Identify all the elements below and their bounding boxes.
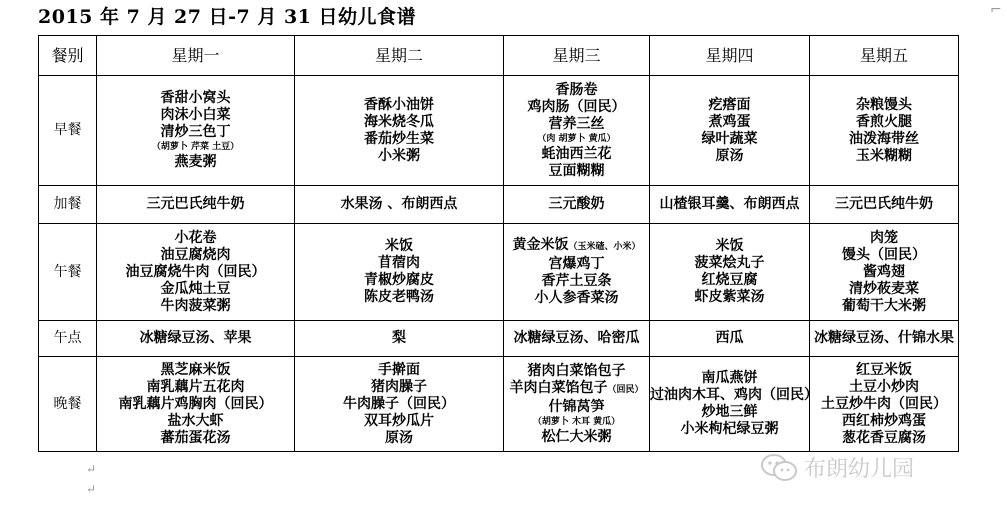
dish-line — [97, 90, 294, 107]
dish-line — [97, 247, 294, 264]
dish-line — [97, 430, 294, 447]
dish-name: 清炒三色丁 — [160, 124, 231, 140]
dish-line — [504, 429, 649, 446]
dish-name: 海米烧冬瓜 — [364, 113, 434, 130]
dish-line — [97, 281, 294, 298]
dish-name: 金瓜炖土豆 — [160, 280, 231, 297]
dish-line — [504, 380, 649, 399]
dish-name: 油泼海带丝 — [849, 130, 919, 147]
dish-line — [504, 399, 649, 416]
dish-line — [97, 396, 294, 413]
header-row — [39, 36, 959, 76]
dish-name: 冰糖绿豆汤、苹果 — [139, 330, 252, 346]
menu-cell — [295, 76, 504, 186]
dish-line — [810, 362, 958, 379]
dish-line — [295, 379, 503, 396]
dish-name: 手擀面 — [378, 361, 420, 378]
dish-name: 宫爆鸡丁 — [548, 256, 605, 272]
dish-name: 土豆炒牛肉（回民） — [821, 395, 947, 412]
dish-line — [810, 247, 958, 264]
document-title: 2015 年 7 月 27 日-7 月 31 日幼儿食谱 — [38, 6, 417, 28]
dish-name: 山楂银耳羹、布朗西点 — [659, 196, 800, 212]
dish-name: 苜蓿肉 — [378, 255, 420, 271]
dish-line — [650, 131, 809, 148]
meal-label: 午点 — [39, 321, 97, 357]
dish-name: 什锦莴笋 — [548, 398, 605, 415]
dish-line — [810, 413, 958, 430]
meal-label: 晚餐 — [39, 357, 97, 452]
dish-name: 土豆小炒肉 — [849, 378, 919, 395]
dish-name: 营养三丝 — [548, 115, 605, 132]
dish-name: 陈皮老鸭汤 — [364, 289, 434, 305]
menu-cell — [810, 321, 959, 357]
menu-cell — [97, 357, 295, 452]
dish-name: 肉笼 — [870, 229, 898, 246]
dish-name: 牛肉臊子（回民） — [343, 395, 455, 412]
dish-note: （玉米碴、小米） — [568, 242, 641, 252]
dish-name: （胡萝卜 芹菜 土豆） — [151, 142, 240, 152]
dish-line — [810, 230, 958, 247]
dish-line — [295, 330, 503, 347]
dish-line — [97, 264, 294, 281]
dish-line — [504, 163, 649, 180]
dish-name: 南瓜燕饼 — [701, 370, 758, 386]
menu-cell — [295, 357, 504, 452]
dish-name: 西瓜 — [715, 330, 744, 346]
dish-name: 小花卷 — [174, 229, 217, 246]
dish-line — [650, 404, 809, 421]
dish-line — [810, 396, 958, 413]
dish-line — [97, 230, 294, 247]
meal-row — [39, 224, 959, 321]
dish-name: 杂粮馒头 — [856, 96, 912, 113]
dish-line — [504, 82, 649, 99]
dish-line — [650, 272, 809, 289]
dish-line — [504, 146, 649, 163]
menu-cell — [810, 186, 959, 224]
dish-line — [810, 298, 958, 315]
day-header: 星期二 — [295, 36, 504, 76]
dish-line — [504, 290, 649, 307]
menu-cell — [650, 224, 810, 321]
dish-name: 牛肉菠菜粥 — [160, 297, 231, 314]
menu-cell — [97, 224, 295, 321]
meal-row — [39, 186, 959, 224]
dish-name: 炒地三鲜 — [701, 404, 758, 420]
dish-name: 油豆腐烧牛肉（回民） — [125, 263, 266, 280]
dish-line — [650, 114, 809, 131]
dish-name: 黄金米饭 — [512, 237, 569, 253]
menu-cell — [97, 186, 295, 224]
dish-name: 双耳炒瓜片 — [364, 412, 434, 429]
corner-header: 餐别 — [39, 36, 97, 76]
meal-row — [39, 357, 959, 452]
dish-name: 香甜小窝头 — [160, 90, 231, 106]
dish-note: （回民） — [607, 384, 644, 395]
dish-line — [650, 289, 809, 306]
meal-row — [39, 76, 959, 186]
dish-line — [295, 272, 503, 289]
meal-label: 午餐 — [39, 224, 97, 321]
dish-line — [504, 196, 649, 213]
dish-name: 梨 — [392, 330, 406, 346]
day-header: 星期五 — [810, 36, 959, 76]
dish-line — [810, 114, 958, 131]
dish-name: （胡萝卜 木耳 黄瓜） — [532, 416, 621, 427]
dish-line — [295, 396, 503, 413]
menu-cell — [295, 224, 504, 321]
dish-name: 猪肉臊子 — [371, 378, 427, 395]
dish-line — [650, 370, 809, 387]
dish-line — [97, 107, 294, 124]
dish-line — [810, 131, 958, 148]
dish-name: 红豆米饭 — [856, 361, 912, 378]
dish-line — [295, 238, 503, 255]
watermark — [760, 452, 914, 483]
meal-label: 早餐 — [39, 76, 97, 186]
menu-cell — [504, 357, 650, 452]
menu-cell — [504, 321, 650, 357]
menu-cell — [504, 224, 650, 321]
dish-line — [810, 281, 958, 298]
dish-name: 鸡肉肠（回民） — [527, 98, 626, 115]
dish-name: 水果汤 、布朗西点 — [340, 196, 458, 212]
dish-line — [295, 196, 503, 213]
dish-name: 三元巴氏纯牛奶 — [146, 196, 245, 212]
dish-line — [295, 131, 503, 148]
dish-line — [97, 196, 294, 213]
menu-cell — [504, 76, 650, 186]
dish-line — [504, 273, 649, 290]
dish-line — [810, 97, 958, 114]
menu-cell — [504, 186, 650, 224]
dish-name: 小米粥 — [378, 147, 420, 164]
watermark-text: 布朗幼儿园 — [804, 457, 915, 482]
dish-line — [504, 133, 649, 146]
menu-cell — [650, 76, 810, 186]
day-header: 星期一 — [97, 36, 295, 76]
dish-line — [295, 362, 503, 379]
menu-table — [38, 35, 959, 452]
dish-line — [295, 289, 503, 306]
dish-line — [97, 330, 294, 347]
dish-name: 冰糖绿豆汤、什锦水果 — [814, 330, 954, 346]
dish-name: 松仁大米粥 — [541, 428, 612, 445]
dish-line — [650, 238, 809, 255]
dish-name: 肉沫小白菜 — [160, 107, 231, 123]
dish-name: 黑芝麻米饭 — [160, 361, 231, 378]
dish-name: 红烧豆腐 — [701, 272, 758, 288]
dish-name: 羊肉白菜馅包子 — [509, 379, 608, 396]
dish-line — [97, 413, 294, 430]
dish-line — [650, 196, 809, 213]
dish-name: 三元巴氏纯牛奶 — [835, 196, 933, 212]
dish-name: 三元酸奶 — [548, 196, 605, 212]
dish-name: 油豆腐烧肉 — [160, 246, 231, 263]
dish-name: 南乳藕片鸡胸肉（回民） — [118, 395, 273, 412]
dish-line — [295, 430, 503, 447]
dish-name: 青椒炒腐皮 — [364, 272, 434, 288]
dish-name: 小米枸杞绿豆粥 — [680, 421, 779, 437]
menu-cell — [650, 321, 810, 357]
dish-name: 番茄炒生菜 — [364, 130, 434, 147]
menu-cell — [810, 76, 959, 186]
dish-line — [810, 379, 958, 396]
paragraph-mark: ↵ — [86, 462, 97, 476]
dish-line — [97, 298, 294, 315]
dish-line — [650, 255, 809, 272]
wechat-icon — [760, 453, 798, 483]
menu-cell — [810, 357, 959, 452]
dish-name: 绿叶蔬菜 — [701, 130, 758, 147]
dish-name: 米饭 — [385, 238, 413, 254]
dish-name: 馒头（回民） — [842, 246, 926, 263]
day-header: 星期三 — [504, 36, 650, 76]
dish-name: 香酥小油饼 — [364, 96, 434, 113]
dish-name: 冰糖绿豆汤、哈密瓜 — [513, 330, 640, 346]
dish-line — [97, 154, 294, 171]
dish-name: 米饭 — [715, 238, 744, 254]
dish-name: 清炒莜麦菜 — [849, 280, 919, 297]
meal-row — [39, 321, 959, 357]
dish-name: 葡萄干大米粥 — [842, 297, 926, 314]
dish-name: 香煎火腿 — [856, 113, 912, 130]
dish-line — [650, 330, 809, 347]
dish-line — [504, 363, 649, 380]
menu-cell — [650, 357, 818, 452]
dish-line — [97, 124, 294, 141]
dish-line — [810, 196, 958, 213]
dish-line — [504, 116, 649, 133]
dish-name: 西红柿炒鸡蛋 — [842, 412, 926, 429]
menu-cell — [650, 186, 810, 224]
dish-name: 煮鸡蛋 — [708, 113, 751, 130]
dish-line — [97, 362, 294, 379]
dish-line — [504, 416, 649, 429]
dish-name: 小人参香菜汤 — [534, 290, 619, 306]
corner-mark: ⌐ — [990, 2, 1002, 18]
dish-line — [810, 330, 958, 347]
dish-name: 酱鸡翅 — [863, 263, 905, 280]
dish-name: 蕃茄蛋花汤 — [160, 429, 231, 446]
dish-line — [295, 114, 503, 131]
dish-line — [650, 97, 809, 114]
menu-cell — [810, 224, 959, 321]
dish-line — [97, 141, 294, 154]
dish-name: 原汤 — [715, 147, 744, 164]
dish-line — [504, 99, 649, 116]
dish-name: 葱花香豆腐汤 — [842, 429, 926, 446]
dish-line — [650, 421, 809, 438]
dish-name: 南乳藕片五花肉 — [146, 378, 245, 395]
dish-name: 香芹土豆条 — [541, 273, 612, 289]
dish-name: 香肠卷 — [555, 81, 598, 98]
dish-name: 盐水大虾 — [167, 412, 224, 429]
dish-line — [504, 237, 649, 256]
dish-line — [650, 387, 818, 404]
paragraph-mark: ↵ — [86, 482, 97, 496]
dish-line — [810, 148, 958, 165]
dish-line — [650, 148, 809, 165]
meal-label: 加餐 — [39, 186, 97, 224]
dish-line — [295, 255, 503, 272]
dish-line — [810, 264, 958, 281]
dish-name: （肉 胡萝卜 黄瓜） — [537, 133, 616, 144]
day-header: 星期四 — [650, 36, 810, 76]
dish-line — [504, 256, 649, 273]
menu-cell — [295, 321, 504, 357]
dish-line — [295, 97, 503, 114]
dish-name: 疙瘩面 — [708, 96, 751, 113]
menu-cell — [97, 321, 295, 357]
dish-name: 原汤 — [385, 429, 413, 446]
dish-name: 玉米糊糊 — [856, 147, 912, 164]
dish-name: 虾皮紫菜汤 — [694, 289, 765, 305]
dish-name: 菠菜烩丸子 — [694, 255, 765, 271]
dish-line — [810, 430, 958, 447]
dish-name: 过油肉木耳、鸡肉（回民） — [650, 387, 818, 403]
dish-line — [97, 379, 294, 396]
dish-line — [504, 330, 649, 347]
dish-name: 豆面糊糊 — [548, 162, 605, 179]
dish-name: 猪肉白菜馅包子 — [527, 362, 626, 379]
dish-name: 燕麦粥 — [174, 154, 217, 170]
menu-cell — [97, 76, 295, 186]
menu-cell — [295, 186, 504, 224]
dish-line — [295, 413, 503, 430]
dish-name: 蚝油西兰花 — [541, 145, 612, 162]
dish-line — [295, 148, 503, 165]
